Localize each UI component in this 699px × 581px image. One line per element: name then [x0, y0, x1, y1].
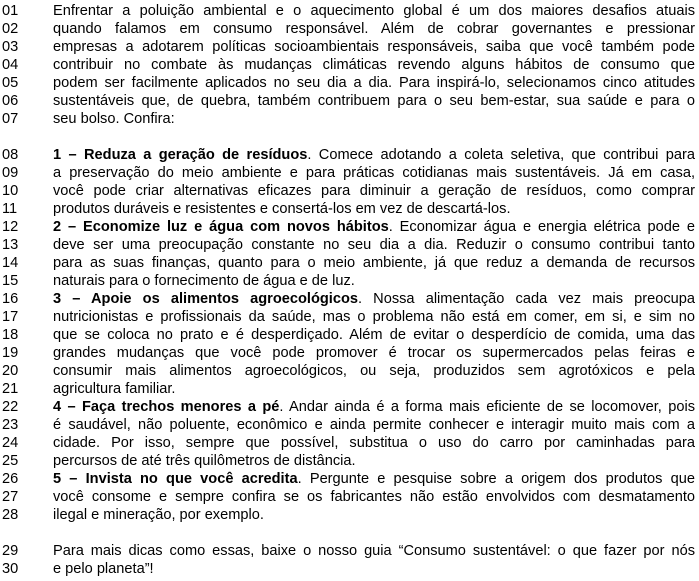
line-text: é saudável, não poluente, econômico e ainda permite conhecer e interagir muito mais com a [53, 417, 695, 433]
line-number: 12 [2, 219, 19, 235]
line-text: podem ser facilmente aplicados no seu dia a dia. Para inspirá-lo, selecionamos cinco atitudes [53, 75, 695, 91]
text-line-06 [0, 92, 699, 110]
line-text: grandes mudanças que você pode promover é trocar os supermercados pelas feiras e [53, 345, 695, 361]
line-number: 25 [2, 453, 19, 469]
line-text: . Comece adotando a coleta seletiva, que contribui para [307, 147, 695, 163]
line-number: 13 [2, 237, 19, 253]
tip-heading: 3 – Apoie os alimentos agroecológicos [53, 291, 358, 307]
line-text: . Economizar água e energia elétrica pode e [388, 219, 695, 235]
text-line-28 [0, 506, 699, 524]
line-text: nutricionistas e profissionais da saúde, mas o problema não está em comer, em si, e sim no [53, 309, 695, 325]
line-text: ilegal e mineração, por exemplo. [53, 507, 264, 523]
text-line-24 [0, 434, 699, 452]
line-number: 03 [2, 39, 19, 55]
tip-heading: 5 – Invista no que você acredita [53, 471, 298, 487]
text-line-14 [0, 254, 699, 272]
text-line-26 [0, 470, 699, 488]
line-number: 11 [2, 201, 18, 217]
line-number: 28 [2, 507, 19, 523]
line-text: você pode criar alternativas eficazes para diminuir a geração de resíduos, como comprar [53, 183, 695, 199]
line-text: contribuir no combate às mudanças climáticas revendo alguns hábitos de consumo que [53, 57, 695, 73]
text-line-27 [0, 488, 699, 506]
text-line-16 [0, 290, 699, 308]
line-number: 09 [2, 165, 19, 181]
text-line-04 [0, 56, 699, 74]
text-line-07 [0, 110, 699, 128]
line-text: Para mais dicas como essas, baixe o nosso guia “Consumo sustentável: o que fazer por nós [53, 543, 695, 559]
line-text: agricultura familiar. [53, 381, 176, 397]
line-text: . Nossa alimentação cada vez mais preocupa [357, 291, 696, 307]
line-text: seu bolso. Confira: [53, 111, 175, 127]
line-text: percursos de até três quilômetros de distância. [53, 453, 356, 469]
text-line-17 [0, 308, 699, 326]
line-number: 06 [2, 93, 19, 109]
line-text: você consome e sempre confira se os fabricantes não estão envolvidos com desmatamento [53, 489, 695, 505]
line-number: 10 [2, 183, 19, 199]
line-number: 18 [2, 327, 19, 343]
text-line-18 [0, 326, 699, 344]
text-line-19 [0, 344, 699, 362]
line-text: deve ser uma preocupação constante no seu dia a dia. Reduzir o consumo contribui tanto [53, 237, 695, 253]
line-text: sustentáveis que, de quebra, também contribuem para o seu bem-estar, sua saúde e para o [53, 93, 695, 109]
line-text: . Pergunte e pesquise sobre a origem dos produtos que [297, 471, 695, 487]
line-number: 05 [2, 75, 19, 91]
line-text: quando falamos em consumo responsável. Além de cobrar governantes e pressionar [53, 21, 695, 37]
text-line-09 [0, 164, 699, 182]
text-line-12 [0, 218, 699, 236]
line-text: Enfrentar a poluição ambiental e o aquecimento global é um dos maiores desafios atuais [53, 3, 695, 19]
line-number: 30 [2, 561, 19, 577]
text-line-21 [0, 380, 699, 398]
line-number: 29 [2, 543, 19, 559]
line-number: 21 [2, 381, 19, 397]
tip-heading: 1 – Reduza a geração de resíduos [53, 147, 308, 163]
line-number: 19 [2, 345, 19, 361]
text-line-13 [0, 236, 699, 254]
text-line-29 [0, 542, 699, 560]
line-number: 08 [2, 147, 19, 163]
text-line-03 [0, 38, 699, 56]
text-line-02 [0, 20, 699, 38]
line-text: produtos duráveis e resistentes e consertá-los em vez de descartá-los. [53, 201, 511, 217]
tip-heading: 4 – Faça trechos menores a pé [53, 399, 280, 415]
text-line-30 [0, 560, 699, 578]
line-text: cidade. Por isso, sempre que possível, substitua o uso do carro por caminhadas para [53, 435, 695, 451]
line-number: 17 [2, 309, 19, 325]
text-line-23 [0, 416, 699, 434]
text-line-15 [0, 272, 699, 290]
line-text: e pelo planeta”! [53, 561, 154, 577]
text-line-25 [0, 452, 699, 470]
line-number: 14 [2, 255, 19, 271]
line-number: 16 [2, 291, 19, 307]
line-number: 20 [2, 363, 19, 379]
line-number: 15 [2, 273, 19, 289]
line-text: para as suas finanças, quanto para o meio ambiente, já que reduz a demanda de recursos [53, 255, 695, 271]
text-line-22 [0, 398, 699, 416]
line-number: 27 [2, 489, 19, 505]
line-number: 01 [2, 3, 19, 19]
line-number: 24 [2, 435, 19, 451]
line-text: a preservação do meio ambiente e para práticas cotidianas mais sustentáveis. Já em casa, [53, 165, 695, 181]
line-number: 23 [2, 417, 19, 433]
text-line-20 [0, 362, 699, 380]
line-text: que se coloca no prato e é desperdiçado. Além de evitar o desperdício de comida, uma das [53, 327, 695, 343]
line-text: consumir mais alimentos agroecológicos, ou seja, produzidos sem agrotóxicos e pela [53, 363, 695, 379]
text-line-05 [0, 74, 699, 92]
line-text: . Andar ainda é a forma mais eficiente de se locomover, pois [279, 399, 695, 415]
text-line-10 [0, 182, 699, 200]
text-line-08 [0, 146, 699, 164]
line-number: 26 [2, 471, 19, 487]
line-text: empresas a adotarem políticas socioambientais responsáveis, saiba que você também pode [53, 39, 695, 55]
line-text: naturais para o fornecimento de água e de luz. [53, 273, 355, 289]
tip-heading: 2 – Economize luz e água com novos hábitos [53, 219, 389, 235]
text-line-11 [0, 200, 699, 218]
line-number: 02 [2, 21, 19, 37]
text-line-01 [0, 2, 699, 20]
line-number: 22 [2, 399, 19, 415]
line-number: 04 [2, 57, 19, 73]
line-number: 07 [2, 111, 19, 127]
